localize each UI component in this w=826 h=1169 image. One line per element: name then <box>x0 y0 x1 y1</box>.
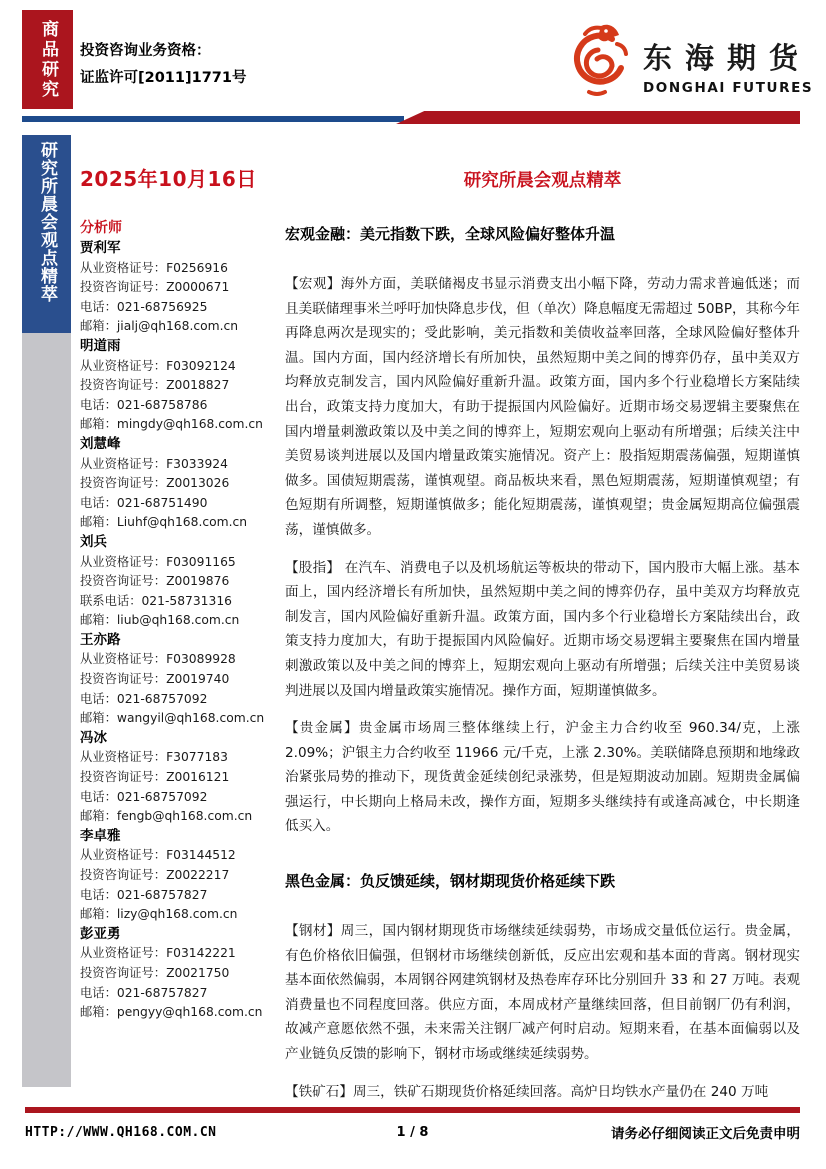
qualification-block <box>80 38 246 92</box>
analyst-detail-line: 电话：021-68757827 <box>80 887 208 902</box>
main-content <box>285 167 800 1117</box>
analysts-label: 分析师 <box>80 220 122 236</box>
footer-divider <box>25 1107 800 1113</box>
analyst-name: 明道雨 <box>80 337 121 354</box>
footer-disclaimer: 请务必仔细阅读正文后免责申明 <box>611 1126 800 1142</box>
analyst-detail-line: 投资咨询证号：Z0019876 <box>80 574 230 589</box>
analyst-entry <box>80 729 280 827</box>
analyst-entry <box>80 337 280 435</box>
sections-container <box>285 223 800 1104</box>
sidebar <box>80 163 280 1023</box>
analyst-detail-line: 从业资格证号：F03091165 <box>80 554 236 569</box>
category-banner: 商品研究 <box>22 10 73 109</box>
report-section <box>285 223 800 839</box>
analyst-detail-line: 投资咨询证号：Z0013026 <box>80 476 230 491</box>
analyst-entry <box>80 533 280 631</box>
analyst-detail-line: 投资咨询证号：Z0018827 <box>80 378 230 393</box>
analyst-detail-line: 邮箱：Liuhf@qh168.com.cn <box>80 515 248 530</box>
section-heading: 宏观金融：美元指数下跌，全球风险偏好整体升温 <box>285 225 616 243</box>
analyst-detail-line: 电话：021-68758786 <box>80 397 208 412</box>
logo-english-name: DONGHAI FUTURES <box>643 80 814 96</box>
analyst-detail-line: 从业资格证号：F3033924 <box>80 456 228 471</box>
header-divider-red <box>396 111 800 124</box>
section-heading: 黑色金属：负反馈延续，钢材期现货价格延续下跌 <box>285 872 616 891</box>
logo-chinese-name: 东海期货 <box>643 41 812 75</box>
analyst-name: 贾利军 <box>80 240 121 256</box>
analyst-detail-line: 电话：021-68757092 <box>80 789 208 804</box>
analyst-detail-line: 从业资格证号：F03089928 <box>80 652 236 667</box>
dragon-logo-icon <box>565 22 631 102</box>
company-logo <box>565 22 813 102</box>
report-paragraph: 【铁矿石】周三，铁矿石期现货价格延续回落。高炉日均铁水产量仍在 240 万吨 <box>285 1083 769 1100</box>
analyst-name: 彭亚勇 <box>80 925 121 942</box>
analyst-detail-line: 投资咨询证号：Z0021750 <box>80 965 230 980</box>
analyst-detail-line: 邮箱：fengb@qh168.com.cn <box>80 809 253 824</box>
analyst-entry <box>80 239 280 337</box>
qualification-line2: 证监许可[2011]1771号 <box>80 70 247 86</box>
analyst-detail-line: 电话：021-68757092 <box>80 691 208 706</box>
analyst-detail-line: 从业资格证号：F03092124 <box>80 358 236 373</box>
analyst-detail-line: 邮箱：liub@qh168.com.cn <box>80 613 240 628</box>
analyst-detail-line: 电话：021-68756925 <box>80 299 208 314</box>
report-date: 2025年10月16日 <box>80 167 257 191</box>
analyst-detail-line: 邮箱：wangyil@qh168.com.cn <box>80 711 265 726</box>
report-paragraph: 【钢材】周三，国内钢材期现货市场继续延续弱势，市场成交量低位运行。贵金属，有色价格依旧偏强，但钢材市场继续创新低，反应出宏观和基本面的背离。钢材现实基本面依然偏弱，本周钢谷网建筑钢材及热卷库存环比分别回升 33 和 27 万吨。表观消费量也不同程度回落。供应方面，本周成材产量继续回落，但目前钢厂仍有利润，故减产意愿依然不强，未来需关注钢厂减产何时启动。短期来看，在基本面偏弱以及产业链负反馈的影响下，钢材市场或继续延续弱势。 <box>285 923 800 1063</box>
analyst-detail-line: 邮箱：mingdy@qh168.com.cn <box>80 417 263 432</box>
analyst-detail-line: 从业资格证号：F03144512 <box>80 848 236 863</box>
report-section <box>285 870 800 1104</box>
report-paragraph: 【宏观】海外方面，美联储褐皮书显示消费支出小幅下降，劳动力需求普遍低迷；而且美联储理事米兰呼吁加快降息步伐，但（单次）降息幅度无需超过 50BP，其称今年再降息两次是现实的；受此影响，美元指数和美债收益率回落，全球风险偏好整体升温。国内方面，国内经济增长有所加快，虽然短期中美之间的博弈仍存，虽中美双方均释放克制发言，国内风险偏好重新升温。政策方面，国内多个行业稳增长方案陆续出台，政策支持力度加大，有助于提振国内风险偏好。近期市场交易逻辑主要聚焦在国内增量刺激政策以及中美之间的博弈上，短期宏观向上驱动有所增强；后续关注中美贸易谈判进展以及国内增量政策实施情况。资产上：股指短期震荡偏强，短期谨慎做多。国债短期震荡，谨慎观望。商品板块来看，黑色短期震荡，短期谨慎观望；有色短期有所调整，短期谨慎做多；能化短期震荡，谨慎观望；贵金属短期高位偏强震荡，谨慎做多。 <box>285 276 800 538</box>
analyst-name: 王亦路 <box>80 631 121 648</box>
analyst-entry <box>80 435 280 533</box>
analyst-detail-line: 邮箱：pengyy@qh168.com.cn <box>80 1005 263 1020</box>
sidebar-vertical-title: 研究所晨会观点精萃 <box>37 141 57 303</box>
header-divider-blue <box>22 116 404 122</box>
analyst-detail-line: 从业资格证号：F3077183 <box>80 750 228 765</box>
analyst-entry <box>80 631 280 729</box>
sidebar-gray-bar <box>22 333 71 1087</box>
analyst-name: 刘慧峰 <box>80 435 121 452</box>
analyst-entry <box>80 827 280 925</box>
analyst-detail-line: 从业资格证号：F03142221 <box>80 946 236 961</box>
report-title: 研究所晨会观点精萃 <box>463 171 622 191</box>
analyst-detail-line: 投资咨询证号：Z0000671 <box>80 280 230 295</box>
analyst-name: 李卓雅 <box>80 827 121 844</box>
sidebar-vertical-title-bar <box>22 135 71 333</box>
analyst-detail-line: 投资咨询证号：Z0016121 <box>80 770 230 785</box>
analyst-detail-line: 投资咨询证号：Z0019740 <box>80 672 230 687</box>
logo-text-block <box>643 22 813 96</box>
analyst-detail-line: 电话：021-68751490 <box>80 495 208 510</box>
analyst-detail-line: 从业资格证号：F0256916 <box>80 260 228 275</box>
analyst-detail-line: 邮箱：lizy@qh168.com.cn <box>80 907 238 922</box>
analyst-entry <box>80 925 280 1023</box>
page-number: 1 / 8 <box>396 1124 429 1140</box>
footer <box>25 1122 800 1142</box>
report-paragraph: 【贵金属】贵金属市场周三整体继续上行，沪金主力合约收至 960.34/克，上涨 2.09%；沪银主力合约收至 11966 元/千克，上涨 2.30%。美联储降息预期和地缘政治紧张局势的推动下，现货黄金延续创纪录涨势，但是短期波动加剧。短期贵金属偏强运行，中长期向上格局未改，操作方面，短期多头继续持有或逢高减仓，中长期逢低买入。 <box>285 720 800 835</box>
footer-url[interactable]: HTTP://WWW.QH168.COM.CN <box>25 1124 217 1140</box>
analyst-detail-line: 电话：021-68757827 <box>80 985 208 1000</box>
qualification-line1: 投资咨询业务资格： <box>80 43 211 59</box>
analyst-name: 冯冰 <box>80 729 107 746</box>
analyst-detail-line: 邮箱：jialj@qh168.com.cn <box>80 319 239 334</box>
analyst-list <box>80 239 280 1023</box>
analyst-detail-line: 联系电话：021-58731316 <box>80 593 232 608</box>
report-paragraph: 【股指】 在汽车、消费电子以及机场航运等板块的带动下，国内股市大幅上涨。基本面上，国内经济增长有所加快，虽然短期中美之间的博弈仍存，虽中美双方均释放克制发言，国内风险偏好重新升温。政策方面，国内多个行业稳增长方案陆续出台，政策支持力度加大，有助于提振国内风险偏好。近期市场交易逻辑主要聚焦在国内增量刺激政策以及中美之间的博弈上，短期宏观向上驱动有所增强；后续关注中美贸易谈判进展以及国内增量政策实施情况。操作方面，短期谨慎做多。 <box>285 559 800 699</box>
analyst-detail-line: 投资咨询证号：Z0022217 <box>80 868 230 882</box>
analyst-name: 刘兵 <box>80 533 107 550</box>
